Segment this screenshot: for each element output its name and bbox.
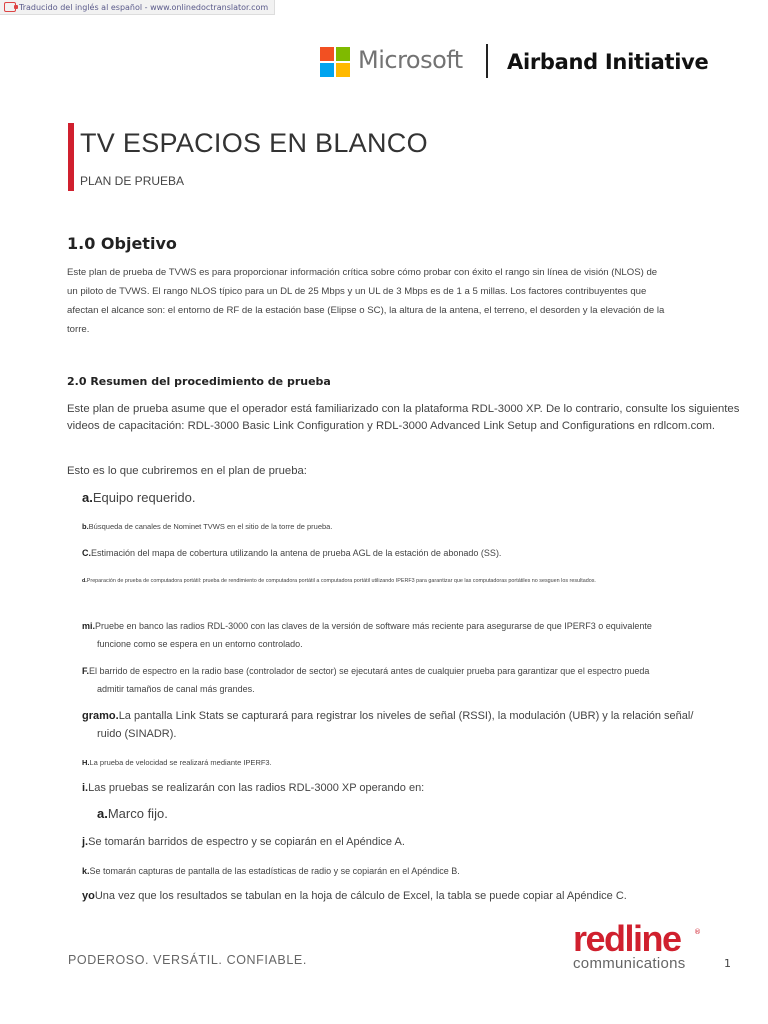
list-item <box>82 522 332 531</box>
paragraph-line: un piloto de TVWS. El rango NLOS típico para un DL de 25 Mbps y un UL de 3 Mbps es de 1 a 5 millas. Los factores contribuyentes que <box>67 286 647 297</box>
list-item-text: Pruebe en banco las radios RDL-3000 con las claves de la versión de software más reciente para asegurarse de que IPERF3 o equivalente <box>95 621 652 631</box>
paragraph-line: torre. <box>67 324 90 335</box>
paragraph-line: Este plan de prueba asume que el operador está familiarizado con la plataforma RDL-3000 XP. De lo contrario, consulte los siguientes <box>67 403 740 415</box>
translation-banner[interactable] <box>0 0 275 15</box>
document-subtitle: PLAN DE PRUEBA <box>80 174 185 188</box>
microsoft-logo-icon <box>320 47 350 77</box>
list-item-continuation: ruido (SINADR). <box>97 728 177 740</box>
list-item-text: Marco fijo. <box>107 806 168 821</box>
document-title: TV ESPACIOS EN BLANCO <box>80 128 428 158</box>
list-item-text: Equipo requerido. <box>92 490 196 505</box>
list-item-label: mi. <box>82 621 96 631</box>
logo-square-yellow <box>336 63 350 77</box>
list-item <box>82 490 195 505</box>
list-item-text: La pantalla Link Stats se capturará para registrar los niveles de señal (RSSI), la modulación (UBR) y la relación señal/ <box>118 710 694 722</box>
list-item-text: Se tomarán barridos de espectro y se copiarán en el Apéndice A. <box>88 836 405 848</box>
title-accent-bar <box>68 123 74 191</box>
list-item-label: a. <box>82 490 93 505</box>
list-item-text: El barrido de espectro en la radio base (controlador de sector) se ejecutará antes de cualquier prueba para garantizar que el espectro pueda <box>89 666 650 676</box>
list-item <box>82 578 596 584</box>
list-item <box>82 666 649 676</box>
list-item <box>82 836 405 848</box>
section1-heading: 1.0 Objetivo <box>67 234 177 253</box>
redline-logo-subtitle: communications <box>573 955 686 972</box>
list-item <box>82 866 460 876</box>
list-item-label: k. <box>82 866 90 876</box>
section1-paragraph <box>67 263 664 339</box>
airband-initiative-title: Airband Initiative <box>507 50 709 74</box>
list-item-label: j. <box>82 836 89 848</box>
plan-intro: Esto es lo que cubriremos en el plan de prueba: <box>67 465 307 477</box>
list-item-text: Una vez que los resultados se tabulan en la hoja de cálculo de Excel, la tabla se puede copiar al Apéndice C. <box>94 890 627 902</box>
registered-mark-icon: ® <box>694 928 701 936</box>
logo-square-red <box>320 47 334 61</box>
list-item-text: Estimación del mapa de cobertura utilizando la antena de prueba AGL de la estación de abonado (SS). <box>91 548 502 558</box>
list-item-label: gramo. <box>82 710 119 722</box>
list-item <box>82 548 501 558</box>
list-item-text: Se tomarán capturas de pantalla de las estadísticas de radio y se copiarán en el Apéndice B. <box>89 866 460 876</box>
list-item-label: yo <box>82 890 95 902</box>
footer-tagline: PODEROSO. VERSÁTIL. CONFIABLE. <box>68 953 307 967</box>
translation-banner-text[interactable]: Traducido del inglés al español - www.onlinedoctranslator.com <box>19 2 269 12</box>
list-item-label: d. <box>82 578 87 584</box>
list-item <box>82 758 272 767</box>
list-item-label: F. <box>82 666 90 676</box>
microsoft-wordmark: Microsoft <box>358 46 463 74</box>
translator-icon <box>4 2 16 12</box>
list-item-label: a. <box>97 806 108 821</box>
list-item <box>82 782 424 794</box>
section2-paragraph <box>67 401 739 435</box>
logo-square-blue <box>320 63 334 77</box>
page-number: 1 <box>724 957 731 970</box>
list-item-text: Las pruebas se realizarán con las radios RDL-3000 XP operando en: <box>88 782 425 794</box>
list-item-text: Preparación de prueba de computadora portátil: prueba de rendimiento de computadora portátil a computadora portátil utilizando IPERF3 para garantizar que las computadoras portátiles no sesguen los resultados. <box>86 578 596 584</box>
list-item-label: b. <box>82 522 89 531</box>
logo-square-green <box>336 47 350 61</box>
paragraph-line: afectan el alcance son: el entorno de RF de la estación base (Elipse o SC), la altura de la antena, el terreno, el desorden y la elevación de la <box>67 305 665 316</box>
paragraph-line: Este plan de prueba de TVWS es para proporcionar información crítica sobre cómo probar con éxito el rango sin línea de visión (NLOS) de <box>67 267 658 278</box>
paragraph-line: videos de capacitación: RDL-3000 Basic Link Configuration y RDL-3000 Advanced Link Setup and Configurations en rdlcom.com. <box>67 420 716 432</box>
list-item <box>82 621 652 631</box>
header-divider <box>486 44 488 78</box>
list-item-text: Búsqueda de canales de Nominet TVWS en el sitio de la torre de prueba. <box>88 522 333 531</box>
list-item-continuation: admitir tamaños de canal más grandes. <box>97 684 255 694</box>
section2-heading: 2.0 Resumen del procedimiento de prueba <box>67 375 331 388</box>
list-item <box>97 806 168 821</box>
list-item-label: i. <box>82 782 89 794</box>
list-item <box>82 890 627 902</box>
list-item-label: H. <box>82 758 90 767</box>
redline-logo: redline <box>573 918 681 959</box>
list-item-text: La prueba de velocidad se realizará mediante IPERF3. <box>89 758 272 767</box>
list-item-continuation: funcione como se espera en un entorno controlado. <box>97 639 303 649</box>
list-item-label: C. <box>82 548 91 558</box>
list-item <box>82 710 693 722</box>
